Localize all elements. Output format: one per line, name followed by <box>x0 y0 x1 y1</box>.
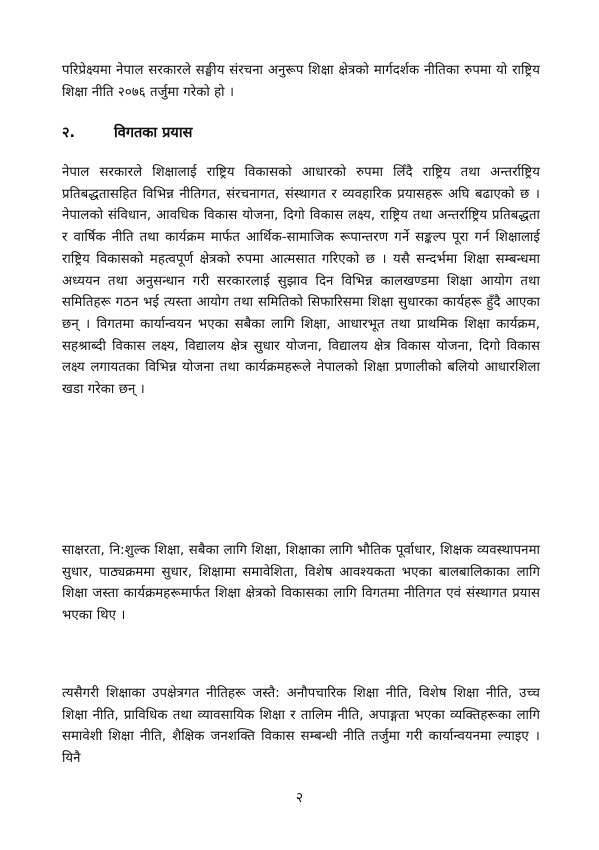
section-title: विगतका प्रयास <box>114 125 193 141</box>
intro-paragraph: परिप्रेक्ष्यमा नेपाल सरकारले सङ्घीय संरचना अनुरूप शिक्षा क्षेत्रको मार्गदर्शक नीतिका रुपमा यो राष्ट्रिय शिक्षा नीति २०७६ तर्जुमा गरेको हो । <box>62 63 540 100</box>
section-number: २. <box>62 125 76 141</box>
body-paragraph: नेपाल सरकारले शिक्षालाई राष्ट्रिय विकासको आधारको रुपमा लिँदै राष्ट्रिय तथा अन्तर्राष्ट्रिय प्रतिबद्धतासहित विभिन्न नीतिगत, संरचनागत, संस्थागत र व्यवहारिक प्रयासहरू अघि बढाएको छ । नेपालको संविधान, आवधिक विकास योजना, दिगो विकास लक्ष्य, राष्ट्रिय तथा अन्तर्राष्ट्रिय प्रतिबद्धता र वार्षिक नीति तथा कार्यक्रम मार्फत आर्थिक-सामाजिक रूपान्तरण गर्ने सङ्कल्प पूरा गर्न शिक्षालाई राष्ट्रिय विकासको महत्वपूर्ण क्षेत्रको रुपमा आत्मसात गरिएको छ । यसै सन्दर्भमा शिक्षा सम्बन्धमा अध्ययन तथा अनुसन्धान गरी सरकारलाई सुझाव दिन विभिन्न कालखण्डमा शिक्षा आयोग तथा समितिहरू गठन भई त्यस्ता आयोग तथा समितिको सिफारिसमा शिक्षा सुधारका कार्यहरू हुँदै आएका छन् । विगतमा कार्यान्वयन भएका सबैका लागि शिक्षा, आधारभूत तथा प्राथमिक शिक्षा कार्यक्रम, सहश्राब्दी विकास लक्ष्य, विद्यालय क्षेत्र सुधार योजना, विद्यालय क्षेत्र विकास योजना, दिगो विकास लक्ष्य लगायतका विभिन्न योजना तथा कार्यक्रमहरूले नेपालको शिक्षा प्रणालीको बलियो आधारशिला खडा गरेका छन् । <box>62 165 540 398</box>
page-number: २ <box>295 790 304 806</box>
section-heading <box>62 123 192 143</box>
body-paragraph: त्यसैगरी शिक्षाका उपक्षेत्रगत नीतिहरू जस्तै: अनौपचारिक शिक्षा नीति, विशेष शिक्षा नीति, उच्च शिक्षा नीति, प्राविधिक तथा व्यावसायिक शिक्षा र तालिम नीति, अपाङ्गता भएका व्यक्तिहरूका लागि समावेशी शिक्षा नीति, शैक्षिक जनशक्ति विकास सम्बन्धी नीति तर्जुमा गरी कार्यान्वयनमा ल्याइए । यिनै <box>62 686 540 767</box>
body-paragraph: साक्षरता, नि:शुल्क शिक्षा, सबैका लागि शिक्षा, शिक्षाका लागि भौतिक पूर्वाधार, शिक्षक व्यवस्थापनमा सुधार, पाठ्यक्रममा सुधार, शिक्षामा समावेशिता, विशेष आवश्यकता भएका बालबालिकाका लागि शिक्षा जस्ता कार्यक्रमहरूमार्फत शिक्षा क्षेत्रको विकासका लागि विगतमा नीतिगत एवं संस्थागत प्रयास भएका थिए । <box>62 543 540 624</box>
